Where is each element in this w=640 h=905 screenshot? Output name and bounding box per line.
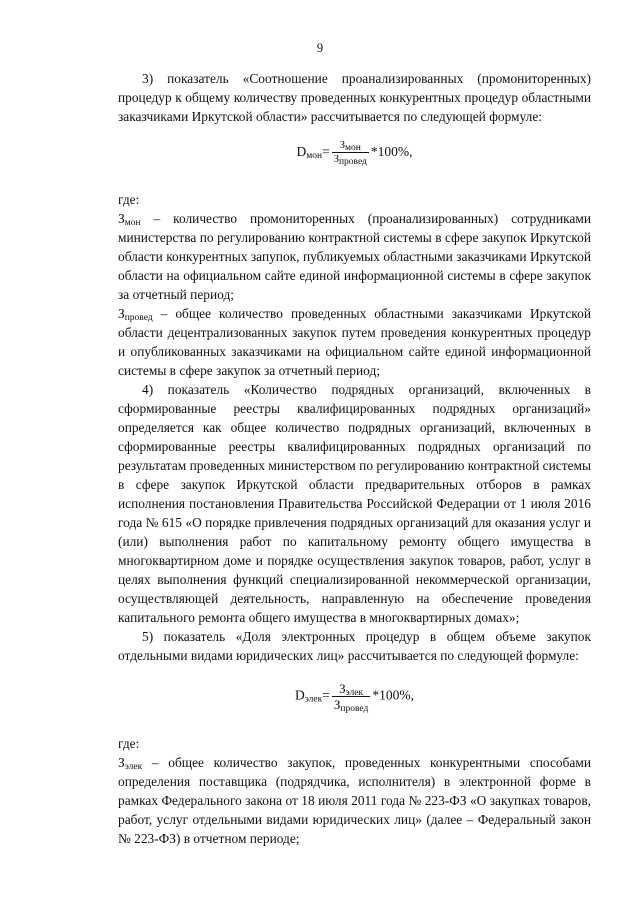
- formula2-lhs-sub: элек: [304, 694, 323, 705]
- formula1-numerator: $З_{мон}$: [332, 140, 369, 153]
- formula2-tail: *100%,: [372, 687, 414, 703]
- formula1-fraction: [332, 140, 369, 166]
- formula1-lhs-sub: мон: [306, 151, 323, 162]
- definition-zproved: $З_{провед}$ – общее количество проведенных областными заказчиками Иркутской области децентрализованных закупок путем проведения конкурентных процедур и опубликованных заказчиками на официальном сайте единой информационной системы в сфере закупок за отчетный период;: [118, 306, 591, 378]
- page-number: 9: [316, 41, 324, 55]
- formula1-lhs: D: [296, 144, 307, 160]
- formula2-eq: =: [322, 687, 330, 703]
- formula1-eq: =: [322, 144, 330, 160]
- definition-zelek: $З_{элек}$ – общее количество закупок, проведенных конкурентными способами определения поставщика (подрядчика, исполнителя) в электронной форме в рамках Федерального закона от 18 июля 2011 года № 223-ФЗ «О закупках товаров, работ, услуг отдельными видами юридических лиц» (далее – Федеральный закон № 223-ФЗ) в отчетном периоде;: [118, 755, 591, 846]
- formula2-lhs: D: [295, 687, 305, 703]
- formula2-fraction: [332, 681, 370, 712]
- definition-zmon: $З_{мон}$ – количество промониторенных (проанализированных) сотрудниками министерства по регулированию контрактной системы в сфере закупок Иркутской области конкурентных запупок, публикуемых областными заказчиками Иркутской области на официальном сайте единой информационной системы в сфере закупок за отчетный период;: [118, 211, 591, 302]
- paragraph-3: 3) показатель «Соотношение проанализированных (промониторенных) процедур к общему количеству проведенных конкурентных процедур областными заказчиками Иркутской области» рассчитывается по следующей формуле:: [118, 71, 591, 124]
- formula2-numerator: $З_{элек}$: [332, 681, 370, 697]
- paragraph-5: 5) показатель «Доля электронных процедур в общем объеме закупок отдельными видами юридических лиц» рассчитывается по следующей формуле:: [118, 629, 591, 663]
- formula1-denominator: $З_{провед}$: [333, 154, 367, 167]
- where-label-1: где:: [118, 192, 140, 207]
- where-label-2: где:: [118, 736, 140, 751]
- formula2-denominator: $З_{провед}$: [333, 697, 369, 714]
- formula1-tail: *100%,: [370, 144, 413, 160]
- paragraph-4: 4) показатель «Количество подрядных организаций, включенных в сформированные реестры квалифицированных подрядных организаций» определяется как общее количество подрядных организаций, включенных в сформированные реестры квалифицированных подрядных организаций по результатам проведенных министерством по регулированию контрактной системы в сфере закупок Иркутской области предварительных отборов в рамках исполнения постановления Правительства Российской Федерации от 1 июля 2016 года № 615 «О порядке привлечения подрядных организаций для оказания услуг и (или) выполнения работ по капитальному ремонту общего имущества в многоквартирном доме и порядке осуществления закупок товаров, работ, услуг в целях выполнения функций специализированной некоммерческой организации, осуществляющей деятельность, направленную на обеспечение проведения капитального ремонта общего имущества в многоквартирных домах»;: [118, 382, 591, 625]
- formula-monitoring: [118, 140, 591, 166]
- formula-electronic: [118, 681, 591, 712]
- document-body: [118, 69, 591, 848]
